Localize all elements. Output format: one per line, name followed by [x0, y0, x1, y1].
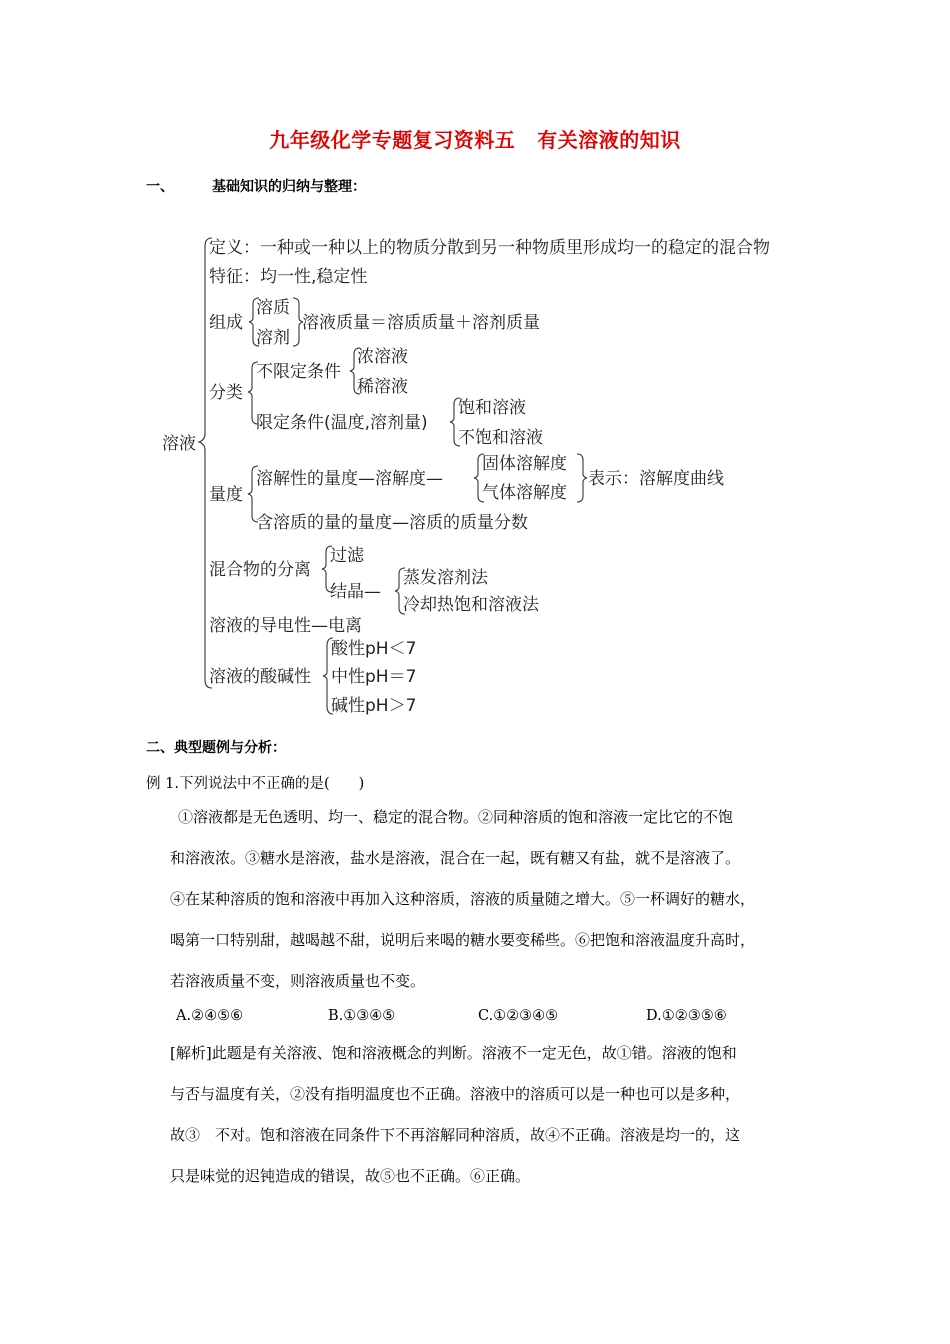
crystallization-label: 结晶— — [330, 582, 381, 602]
solid-solubility: 固体溶解度 — [482, 454, 567, 474]
measure-label: 量度 — [209, 485, 243, 505]
unlimited-label: 不限定条件 — [256, 362, 341, 382]
option-d: D.①②③⑤⑥ — [646, 1008, 727, 1024]
analysis-line: 与否与温度有关，②没有指明温度也不正确。溶液中的溶质可以是一种也可以是多种， — [170, 1085, 741, 1103]
acidity-label: 溶液的酸碱性 — [209, 667, 311, 687]
solubility-measure: 溶解性的量度—溶解度— — [256, 469, 443, 489]
separation-label: 混合物的分离 — [209, 560, 311, 580]
basic-ph: 碱性pH＞7 — [331, 696, 417, 716]
tree-root: 溶液 — [162, 434, 196, 454]
composition-formula: 溶液质量＝溶质质量＋溶剂质量 — [302, 313, 540, 333]
dilute-solution: 稀溶液 — [357, 377, 408, 397]
title-main: 九年级化学专题复习资料五 — [269, 128, 516, 152]
section1-heading: 基础知识的归纳与整理： — [212, 179, 366, 195]
saturated-solution: 饱和溶液 — [458, 398, 526, 418]
tree-feature: 特征：均一性,稳定性 — [209, 267, 368, 287]
composition-solvent: 溶剂 — [256, 328, 290, 348]
cooling-method: 冷却热饱和溶液法 — [403, 595, 539, 615]
section1-number: 一、 — [146, 179, 174, 195]
concentrated-solution: 浓溶液 — [357, 347, 408, 367]
analysis-line: [解析]此题是有关溶液、饱和溶液概念的判断。溶液不一定无色，故①错。溶液的饱和 — [170, 1044, 737, 1062]
statement-line: 若溶液质量不变，则溶液质量也不变。 — [170, 972, 426, 990]
section2-heading: 二、典型题例与分析： — [146, 740, 286, 756]
statement-line: 喝第一口特别甜，越喝越不甜，说明后来喝的糖水要变稀些。⑥把饱和溶液温度升高时， — [170, 931, 756, 949]
filtration: 过滤 — [330, 546, 364, 566]
option-c: C.①②③④⑤ — [478, 1008, 559, 1024]
statement-line: 和溶液浓。③糖水是溶液，盐水是溶液，混合在一起，既有糖又有盐，就不是溶液了。 — [170, 849, 741, 867]
unsaturated-solution: 不饱和溶液 — [458, 428, 543, 448]
limited-label: 限定条件(温度,溶剂量) — [256, 413, 428, 433]
evaporation-method: 蒸发溶剂法 — [403, 568, 488, 588]
gas-solubility: 气体溶解度 — [482, 483, 567, 503]
composition-solute: 溶质 — [256, 298, 290, 318]
option-b: B.①③④⑤ — [328, 1008, 396, 1024]
analysis-line: 故③ 不对。饱和溶液在同条件下不再溶解同种溶质，故④不正确。溶液是均一的，这 — [170, 1126, 741, 1144]
composition-label: 组成 — [209, 313, 243, 333]
solubility-right-brace — [577, 454, 587, 502]
analysis-line: 只是味觉的迟钝造成的错误，故⑤也不正确。⑥正确。 — [170, 1167, 531, 1185]
solubility-curve: 表示：溶解度曲线 — [588, 469, 724, 489]
acidic-ph: 酸性pH＜7 — [331, 639, 417, 659]
statement-line: ①溶液都是无色透明、均一、稳定的混合物。②同种溶质的饱和溶液一定比它的不饱 — [178, 808, 734, 826]
neutral-ph: 中性pH＝7 — [331, 667, 417, 687]
classification-label: 分类 — [209, 383, 243, 403]
tree-definition: 定义：一种或一种以上的物质分散到另一种物质里形成均一的稳定的混合物 — [209, 238, 770, 258]
mass-fraction: 含溶质的量的量度—溶质的质量分数 — [256, 513, 528, 533]
conductivity: 溶液的导电性—电离 — [209, 616, 362, 636]
title-sub: 有关溶液的知识 — [537, 128, 681, 152]
statement-line: ④在某种溶质的饱和溶液中再加入这种溶质，溶液的质量随之增大。⑤一杯调好的糖水， — [170, 890, 756, 908]
example1-question: 例 1.下列说法中不正确的是( ) — [146, 776, 365, 792]
option-a: A.②④⑤⑥ — [176, 1008, 244, 1024]
